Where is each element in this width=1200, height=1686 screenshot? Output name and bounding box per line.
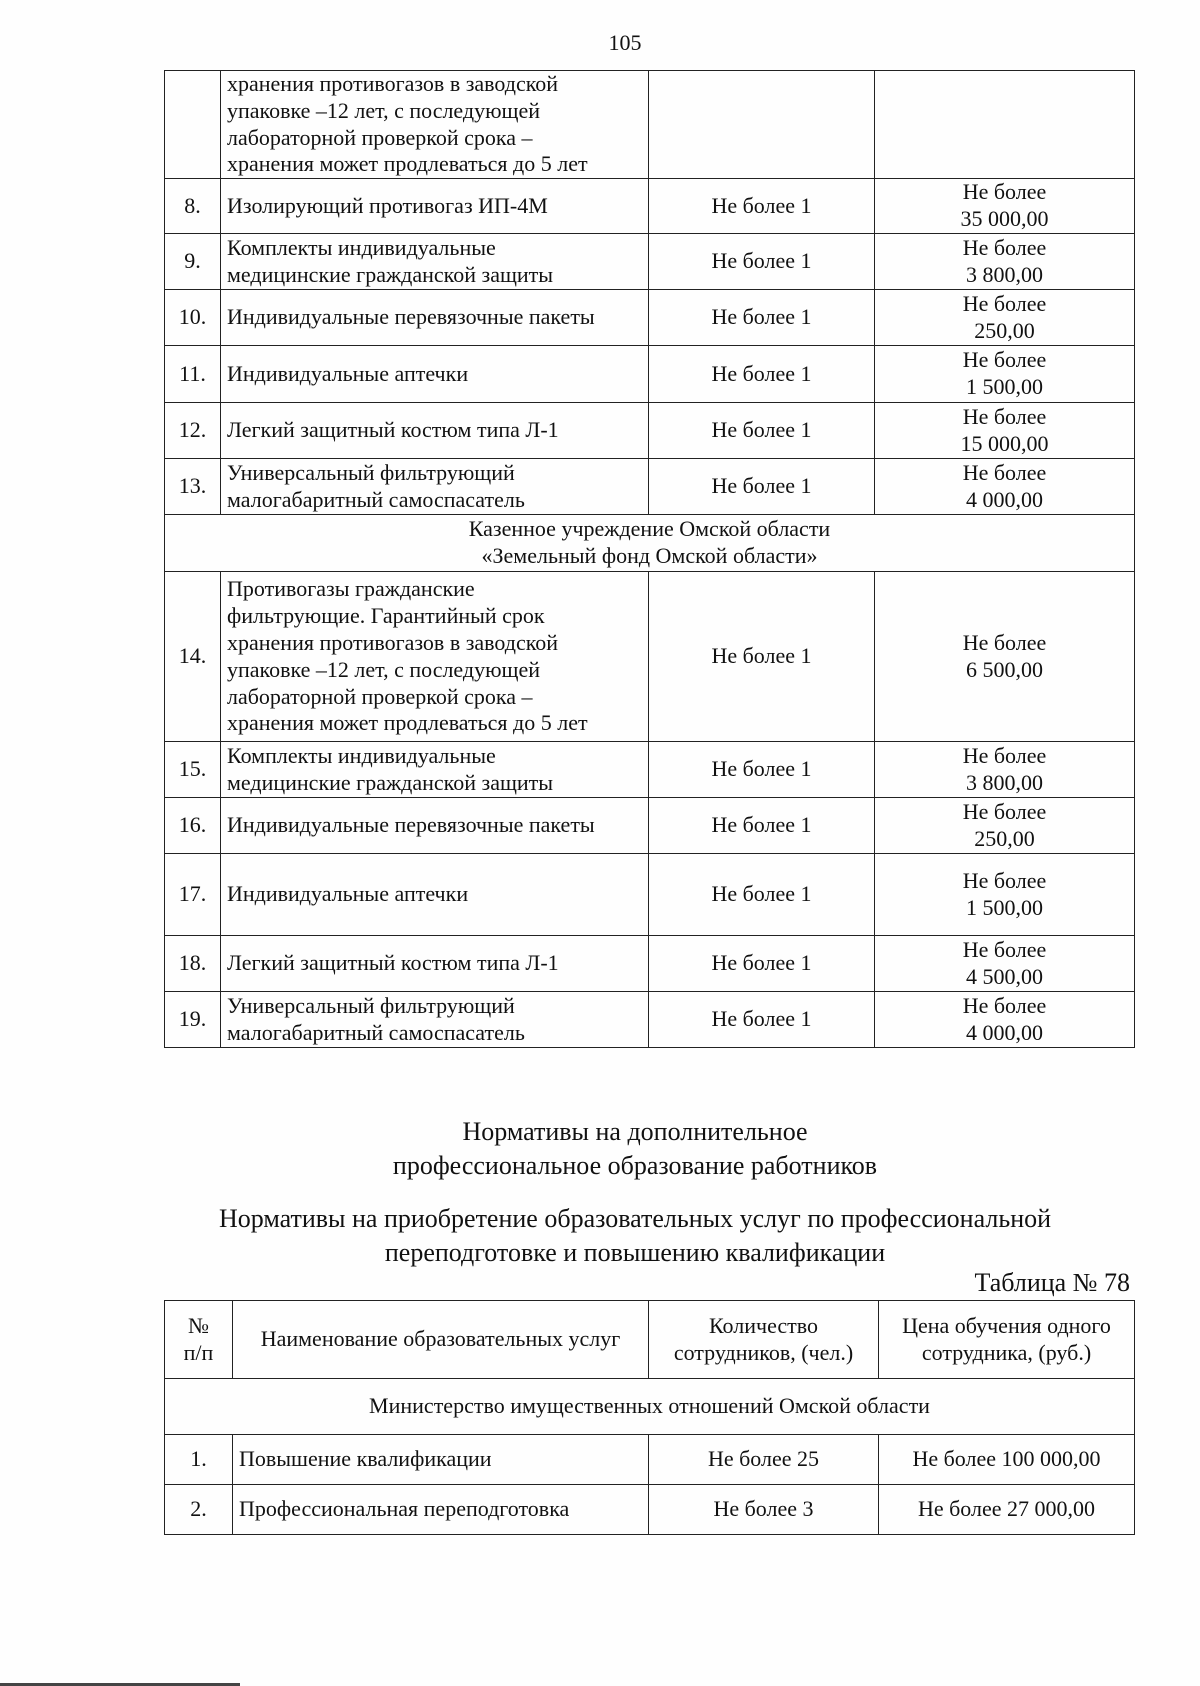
- row-qty: Не более 1: [649, 403, 875, 459]
- cell-line: Не более: [962, 290, 1047, 316]
- cell-line: Индивидуальные перевязочные пакеты: [227, 812, 595, 838]
- row-name: Профессиональная переподготовка: [233, 1485, 649, 1535]
- section-heading: Нормативы на дополнительное профессиональное образование работников: [392, 1117, 878, 1180]
- table-header-row: [165, 1301, 1135, 1379]
- table-row: [165, 742, 1135, 798]
- cell-line: 250,00: [974, 825, 1035, 851]
- section-row: [165, 515, 1135, 572]
- row-price: [875, 459, 1135, 515]
- table-row: [165, 234, 1135, 290]
- cell-line: Не более: [962, 459, 1047, 485]
- row-price: [875, 992, 1135, 1048]
- row-qty: Не более 1: [649, 742, 875, 798]
- row-num: 17.: [165, 854, 221, 936]
- header-qty: Количество сотрудников, (чел.): [649, 1301, 879, 1379]
- cell-line: Не более: [962, 347, 1047, 373]
- cell-line: хранения противогазов в заводской: [227, 629, 559, 655]
- row-name: [221, 854, 649, 936]
- cell-line: 1 500,00: [966, 894, 1043, 920]
- row-name: [221, 71, 649, 179]
- cell-line: лабораторной проверкой срока –: [227, 124, 533, 150]
- cell-line: Легкий защитный костюм типа Л-1: [227, 950, 559, 976]
- cell-line: хранения может продлеваться до 5 лет: [227, 710, 588, 736]
- row-name: [221, 742, 649, 798]
- cell-line: Не более: [962, 936, 1047, 962]
- cell-line: Не более: [962, 234, 1047, 260]
- table-row: [165, 1435, 1135, 1485]
- row-num: 12.: [165, 403, 221, 459]
- gas-mask-norms-table: [164, 70, 1135, 1048]
- row-qty: Не более 1: [649, 346, 875, 403]
- row-name: [221, 179, 649, 234]
- page-number: 105: [608, 30, 642, 55]
- row-price: [875, 742, 1135, 798]
- cell-line: Изолирующий противогаз ИП-4М: [227, 192, 548, 218]
- row-name: [221, 992, 649, 1048]
- row-num: 13.: [165, 459, 221, 515]
- row-num: 14.: [165, 572, 221, 742]
- row-name: [221, 403, 649, 459]
- row-num: 2.: [165, 1485, 233, 1535]
- header-name: Наименование образовательных услуг: [233, 1301, 649, 1379]
- row-num: 16.: [165, 798, 221, 854]
- cell-line: малогабаритный самоспасатель: [227, 1019, 525, 1045]
- row-price: [875, 346, 1135, 403]
- row-price: Не более 100 000,00: [879, 1435, 1135, 1485]
- education-norms-table: [164, 1300, 1135, 1535]
- table-row: [165, 854, 1135, 936]
- cell-line: 3 800,00: [966, 261, 1043, 287]
- cell-line: Легкий защитный костюм типа Л-1: [227, 417, 559, 443]
- cell-line: Комплекты индивидуальные: [227, 234, 496, 260]
- cell-line: Индивидуальные перевязочные пакеты: [227, 304, 595, 330]
- table-row: [165, 346, 1135, 403]
- section-row: [165, 1379, 1135, 1435]
- row-num: 18.: [165, 936, 221, 992]
- cell-line: «Земельный фонд Омской области»: [481, 543, 818, 569]
- row-qty: Не более 1: [649, 572, 875, 742]
- table-number-label: Таблица № 78: [974, 1268, 1130, 1297]
- row-qty: Не более 1: [649, 936, 875, 992]
- row-price: [875, 936, 1135, 992]
- row-qty: [649, 71, 875, 179]
- row-num: [165, 71, 221, 179]
- row-name: [221, 290, 649, 346]
- continuation-row: [165, 71, 1135, 179]
- table-row: [165, 992, 1135, 1048]
- row-num: 15.: [165, 742, 221, 798]
- cell-line: Комплекты индивидуальные: [227, 742, 496, 768]
- row-price: Не более 27 000,00: [879, 1485, 1135, 1535]
- row-price: [875, 854, 1135, 936]
- row-price: [875, 71, 1135, 179]
- cell-line: Противогазы гражданские: [227, 576, 475, 602]
- row-num: 19.: [165, 992, 221, 1048]
- cell-line: 4 000,00: [966, 486, 1043, 512]
- row-qty: Не более 1: [649, 459, 875, 515]
- cell-line: малогабаритный самоспасатель: [227, 486, 525, 512]
- row-name: [221, 936, 649, 992]
- cell-line: 4 500,00: [966, 963, 1043, 989]
- cell-line: 6 500,00: [966, 656, 1043, 682]
- row-price: [875, 290, 1135, 346]
- row-price: [875, 403, 1135, 459]
- row-qty: Не более 1: [649, 290, 875, 346]
- cell-line: 250,00: [974, 317, 1035, 343]
- cell-line: медицинские гражданской защиты: [227, 261, 554, 287]
- table-row: [165, 572, 1135, 742]
- cell-line: Не более: [962, 403, 1047, 429]
- cell-line: хранения может продлеваться до 5 лет: [227, 151, 588, 177]
- row-price: [875, 234, 1135, 290]
- cell-line: Не более: [962, 629, 1047, 655]
- row-price: [875, 798, 1135, 854]
- row-qty: Не более 3: [649, 1485, 879, 1535]
- row-name: [221, 572, 649, 742]
- section-label: [165, 515, 1135, 572]
- cell-line: Не более: [962, 798, 1047, 824]
- cell-line: Универсальный фильтрующий: [227, 459, 515, 485]
- cell-line: Не более: [962, 992, 1047, 1018]
- row-qty: Не более 1: [649, 854, 875, 936]
- row-name: [221, 346, 649, 403]
- cell-line: Индивидуальные аптечки: [227, 881, 469, 907]
- row-num: 9.: [165, 234, 221, 290]
- cell-line: упаковке –12 лет, с последующей: [227, 656, 541, 682]
- row-num: 8.: [165, 179, 221, 234]
- table-row: [165, 459, 1135, 515]
- cell-line: Не более: [962, 867, 1047, 893]
- row-name: [221, 234, 649, 290]
- section-label: Министерство имущественных отношений Омской области: [165, 1379, 1135, 1435]
- cell-line: лабораторной проверкой срока –: [227, 683, 533, 709]
- cell-line: 4 000,00: [966, 1019, 1043, 1045]
- cell-line: Не более: [962, 742, 1047, 768]
- row-qty: Не более 1: [649, 798, 875, 854]
- cell-line: хранения противогазов в заводской: [227, 71, 559, 96]
- row-name: [221, 459, 649, 515]
- row-price: [875, 179, 1135, 234]
- cell-line: упаковке –12 лет, с последующей: [227, 97, 541, 123]
- cell-line: фильтрующие. Гарантийный срок: [227, 603, 545, 629]
- row-name: Повышение квалификации: [233, 1435, 649, 1485]
- table-row: [165, 798, 1135, 854]
- table-row: [165, 179, 1135, 234]
- row-qty: Не более 1: [649, 179, 875, 234]
- cell-line: 1 500,00: [966, 374, 1043, 400]
- subsection-heading: Нормативы на приобретение образовательных услуг по профессиональной переподготовке и повышению квалификации: [218, 1204, 1052, 1267]
- header-price: Цена обучения одного сотрудника, (руб.): [879, 1301, 1135, 1379]
- cell-line: 15 000,00: [960, 430, 1049, 456]
- table-row: [165, 403, 1135, 459]
- cell-line: Универсальный фильтрующий: [227, 992, 515, 1018]
- row-num: 10.: [165, 290, 221, 346]
- table-row: [165, 290, 1135, 346]
- row-qty: Не более 25: [649, 1435, 879, 1485]
- row-qty: Не более 1: [649, 992, 875, 1048]
- cell-line: Не более: [962, 179, 1047, 205]
- table-row: [165, 936, 1135, 992]
- cell-line: Индивидуальные аптечки: [227, 360, 469, 386]
- row-num: 11.: [165, 346, 221, 403]
- cell-line: 3 800,00: [966, 769, 1043, 795]
- header-num: № п/п: [165, 1301, 233, 1379]
- cell-line: 35 000,00: [960, 206, 1049, 232]
- row-name: [221, 798, 649, 854]
- cell-line: медицинские гражданской защиты: [227, 769, 554, 795]
- cell-line: Казенное учреждение Омской области: [468, 516, 831, 542]
- row-price: [875, 572, 1135, 742]
- row-num: 1.: [165, 1435, 233, 1485]
- table-row: [165, 1485, 1135, 1535]
- row-qty: Не более 1: [649, 234, 875, 290]
